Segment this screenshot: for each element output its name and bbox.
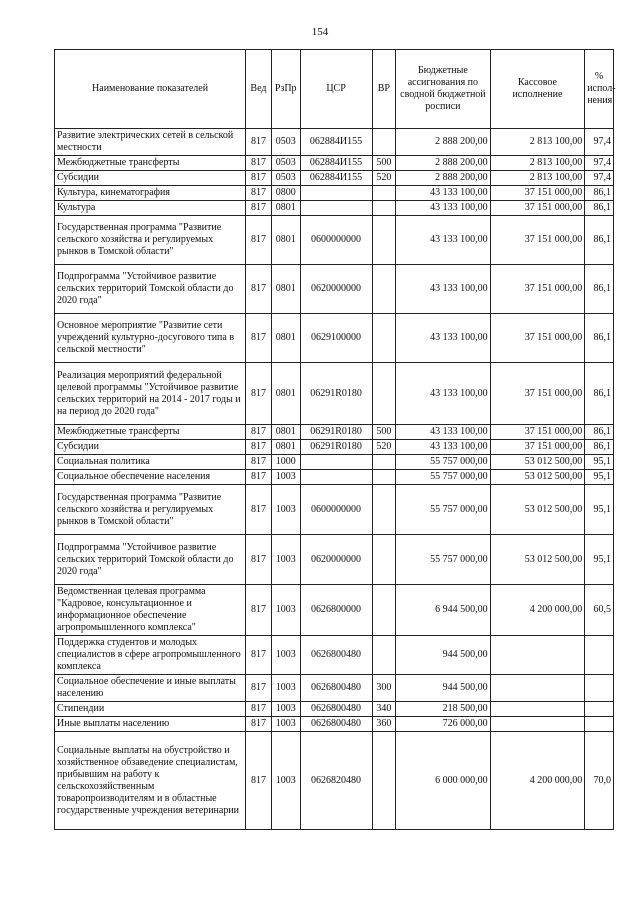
row-ved: 817 <box>246 675 272 702</box>
row-rzpr: 1003 <box>271 636 300 675</box>
row-vr <box>372 265 396 314</box>
header-csr: ЦСР <box>300 50 372 129</box>
row-rzpr: 0801 <box>271 216 300 265</box>
row-percent <box>585 675 614 702</box>
table-row <box>55 732 614 830</box>
row-budget: 944 500,00 <box>396 636 491 675</box>
table-row <box>55 171 614 186</box>
row-percent <box>585 717 614 732</box>
row-vr: 360 <box>372 717 396 732</box>
row-cash: 2 813 100,00 <box>490 171 585 186</box>
row-vr <box>372 201 396 216</box>
row-name: Иные выплаты населению <box>55 717 246 732</box>
row-cash <box>490 636 585 675</box>
row-rzpr: 0503 <box>271 129 300 156</box>
row-budget: 43 133 100,00 <box>396 314 491 363</box>
row-csr: 0626800480 <box>300 717 372 732</box>
row-percent: 86,1 <box>585 363 614 425</box>
row-csr: 0626800480 <box>300 702 372 717</box>
row-percent: 95,1 <box>585 470 614 485</box>
row-cash: 53 012 500,00 <box>490 535 585 585</box>
row-name: Ведомственная целевая программа "Кадровое, консультационное и информационное обеспечение агропромышленного комплекса" <box>55 585 246 636</box>
row-budget: 944 500,00 <box>396 675 491 702</box>
row-percent <box>585 702 614 717</box>
row-cash: 53 012 500,00 <box>490 455 585 470</box>
row-rzpr: 1003 <box>271 585 300 636</box>
row-cash: 2 813 100,00 <box>490 129 585 156</box>
row-csr: 0629100000 <box>300 314 372 363</box>
row-rzpr: 0801 <box>271 440 300 455</box>
row-percent: 95,1 <box>585 535 614 585</box>
row-name: Реализация мероприятий федеральной целевой программы "Устойчивое развитие сельских территорий на 2014 - 2017 годы и на период до 2020 года" <box>55 363 246 425</box>
table-row <box>55 485 614 535</box>
row-cash: 4 200 000,00 <box>490 585 585 636</box>
header-name: Наименование показателей <box>55 50 246 129</box>
row-name: Субсидии <box>55 171 246 186</box>
row-percent: 97,4 <box>585 171 614 186</box>
row-budget: 43 133 100,00 <box>396 265 491 314</box>
row-name: Межбюджетные трансферты <box>55 425 246 440</box>
table-row <box>55 425 614 440</box>
row-name: Подпрограмма "Устойчивое развитие сельских территорий Томской области до 2020 года" <box>55 535 246 585</box>
row-vr: 500 <box>372 425 396 440</box>
header-cash: Кассовое исполнение <box>490 50 585 129</box>
row-cash: 37 151 000,00 <box>490 186 585 201</box>
row-cash: 37 151 000,00 <box>490 314 585 363</box>
row-csr: 0620000000 <box>300 265 372 314</box>
header-vr: ВР <box>372 50 396 129</box>
row-cash: 37 151 000,00 <box>490 425 585 440</box>
table-row <box>55 585 614 636</box>
row-name: Поддержка студентов и молодых специалистов в сфере агропромышленного комплекса <box>55 636 246 675</box>
row-percent: 86,1 <box>585 425 614 440</box>
row-vr <box>372 129 396 156</box>
row-cash: 4 200 000,00 <box>490 732 585 830</box>
row-cash: 37 151 000,00 <box>490 265 585 314</box>
table-row <box>55 186 614 201</box>
row-csr <box>300 186 372 201</box>
row-ved: 817 <box>246 425 272 440</box>
row-budget: 55 757 000,00 <box>396 470 491 485</box>
row-vr <box>372 535 396 585</box>
row-ved: 817 <box>246 171 272 186</box>
row-ved: 817 <box>246 129 272 156</box>
row-ved: 817 <box>246 156 272 171</box>
row-rzpr: 0503 <box>271 156 300 171</box>
row-rzpr: 1003 <box>271 535 300 585</box>
row-vr: 340 <box>372 702 396 717</box>
row-percent: 97,4 <box>585 156 614 171</box>
row-cash: 37 151 000,00 <box>490 201 585 216</box>
table-row <box>55 265 614 314</box>
row-percent: 86,1 <box>585 216 614 265</box>
row-percent <box>585 636 614 675</box>
row-name: Социальные выплаты на обустройство и хозяйственное обзаведение специалистам, прибывшим на работу к сельскохозяйственным товаропроизводителям и в областные государственные учреждения ветеринарии <box>55 732 246 830</box>
table-row <box>55 702 614 717</box>
row-rzpr: 1000 <box>271 455 300 470</box>
table-row <box>55 216 614 265</box>
row-name: Стипендии <box>55 702 246 717</box>
row-name: Культура, кинематография <box>55 186 246 201</box>
row-rzpr: 1003 <box>271 675 300 702</box>
row-percent: 95,1 <box>585 455 614 470</box>
row-ved: 817 <box>246 732 272 830</box>
row-rzpr: 0801 <box>271 425 300 440</box>
row-rzpr: 0801 <box>271 265 300 314</box>
row-percent: 60,5 <box>585 585 614 636</box>
table-row <box>55 455 614 470</box>
row-csr: 0600000000 <box>300 216 372 265</box>
table-row <box>55 636 614 675</box>
row-budget: 6 944 500,00 <box>396 585 491 636</box>
row-cash: 37 151 000,00 <box>490 440 585 455</box>
row-csr: 0620000000 <box>300 535 372 585</box>
row-budget: 43 133 100,00 <box>396 201 491 216</box>
budget-execution-table <box>54 49 614 830</box>
row-budget: 2 888 200,00 <box>396 171 491 186</box>
row-ved: 817 <box>246 717 272 732</box>
row-name: Государственная программа "Развитие сельского хозяйства и регулируемых рынков в Томской области" <box>55 485 246 535</box>
row-vr <box>372 455 396 470</box>
row-budget: 43 133 100,00 <box>396 440 491 455</box>
row-csr: 06291R0180 <box>300 425 372 440</box>
row-ved: 817 <box>246 201 272 216</box>
row-ved: 817 <box>246 440 272 455</box>
row-percent: 70,0 <box>585 732 614 830</box>
row-name: Социальное обеспечение населения <box>55 470 246 485</box>
row-csr: 062884И155 <box>300 171 372 186</box>
row-vr <box>372 470 396 485</box>
header-rzpr: РзПр <box>271 50 300 129</box>
row-ved: 817 <box>246 535 272 585</box>
row-rzpr: 1003 <box>271 732 300 830</box>
row-cash <box>490 702 585 717</box>
row-csr: 06291R0180 <box>300 363 372 425</box>
row-csr: 0626820480 <box>300 732 372 830</box>
row-budget: 55 757 000,00 <box>396 455 491 470</box>
header-percent: % испол-нения <box>585 50 614 129</box>
row-csr <box>300 470 372 485</box>
row-rzpr: 1003 <box>271 470 300 485</box>
row-ved: 817 <box>246 265 272 314</box>
row-cash: 53 012 500,00 <box>490 470 585 485</box>
row-ved: 817 <box>246 485 272 535</box>
row-cash: 53 012 500,00 <box>490 485 585 535</box>
row-vr: 500 <box>372 156 396 171</box>
row-cash: 37 151 000,00 <box>490 216 585 265</box>
row-budget: 43 133 100,00 <box>396 425 491 440</box>
row-rzpr: 0801 <box>271 363 300 425</box>
row-vr <box>372 485 396 535</box>
table-row <box>55 201 614 216</box>
row-ved: 817 <box>246 585 272 636</box>
row-name: Государственная программа "Развитие сельского хозяйства и регулируемых рынков в Томской области" <box>55 216 246 265</box>
row-name: Межбюджетные трансферты <box>55 156 246 171</box>
row-cash: 37 151 000,00 <box>490 363 585 425</box>
row-cash <box>490 675 585 702</box>
row-budget: 2 888 200,00 <box>396 156 491 171</box>
row-cash <box>490 717 585 732</box>
row-name: Развитие электрических сетей в сельской местности <box>55 129 246 156</box>
row-csr: 062884И155 <box>300 129 372 156</box>
row-csr: 0626800480 <box>300 636 372 675</box>
header-ved: Вед <box>246 50 272 129</box>
table-row <box>55 156 614 171</box>
row-vr <box>372 732 396 830</box>
row-budget: 43 133 100,00 <box>396 186 491 201</box>
row-csr <box>300 455 372 470</box>
row-csr: 06291R0180 <box>300 440 372 455</box>
row-budget: 55 757 000,00 <box>396 485 491 535</box>
page-number: 154 <box>311 26 329 38</box>
row-budget: 6 000 000,00 <box>396 732 491 830</box>
row-ved: 817 <box>246 702 272 717</box>
row-ved: 817 <box>246 470 272 485</box>
row-ved: 817 <box>246 314 272 363</box>
table-row <box>55 535 614 585</box>
row-budget: 43 133 100,00 <box>396 216 491 265</box>
row-ved: 817 <box>246 455 272 470</box>
table-row <box>55 440 614 455</box>
row-name: Социальное обеспечение и иные выплаты населению <box>55 675 246 702</box>
row-vr: 520 <box>372 171 396 186</box>
row-percent: 86,1 <box>585 440 614 455</box>
row-percent: 86,1 <box>585 314 614 363</box>
row-ved: 817 <box>246 636 272 675</box>
row-csr: 062884И155 <box>300 156 372 171</box>
row-rzpr: 0801 <box>271 201 300 216</box>
row-rzpr: 0801 <box>271 314 300 363</box>
table-row <box>55 717 614 732</box>
row-csr <box>300 201 372 216</box>
row-vr: 300 <box>372 675 396 702</box>
row-name: Культура <box>55 201 246 216</box>
row-ved: 817 <box>246 363 272 425</box>
row-percent: 86,1 <box>585 265 614 314</box>
row-budget: 726 000,00 <box>396 717 491 732</box>
header-budget: Бюджетные ассигнования по сводной бюджетной росписи <box>396 50 491 129</box>
row-vr <box>372 636 396 675</box>
row-name: Основное мероприятие "Развитие сети учреждений культурно-досугового типа в сельской местности" <box>55 314 246 363</box>
row-csr: 0626800000 <box>300 585 372 636</box>
row-vr <box>372 314 396 363</box>
row-ved: 817 <box>246 186 272 201</box>
row-ved: 817 <box>246 216 272 265</box>
row-name: Социальная политика <box>55 455 246 470</box>
row-name: Подпрограмма "Устойчивое развитие сельских территорий Томской области до 2020 года" <box>55 265 246 314</box>
row-name: Субсидии <box>55 440 246 455</box>
table-row <box>55 129 614 156</box>
row-percent: 95,1 <box>585 485 614 535</box>
row-budget: 43 133 100,00 <box>396 363 491 425</box>
row-rzpr: 0800 <box>271 186 300 201</box>
row-vr <box>372 585 396 636</box>
table-row <box>55 363 614 425</box>
row-vr: 520 <box>372 440 396 455</box>
table-row <box>55 675 614 702</box>
row-budget: 55 757 000,00 <box>396 535 491 585</box>
row-rzpr: 1003 <box>271 717 300 732</box>
row-percent: 86,1 <box>585 186 614 201</box>
row-csr: 0626800480 <box>300 675 372 702</box>
row-cash: 2 813 100,00 <box>490 156 585 171</box>
table-row <box>55 314 614 363</box>
table-row <box>55 470 614 485</box>
table-header-row <box>55 50 614 129</box>
row-vr <box>372 186 396 201</box>
row-budget: 218 500,00 <box>396 702 491 717</box>
row-percent: 97,4 <box>585 129 614 156</box>
row-rzpr: 0503 <box>271 171 300 186</box>
row-budget: 2 888 200,00 <box>396 129 491 156</box>
row-vr <box>372 363 396 425</box>
row-percent: 86,1 <box>585 201 614 216</box>
row-vr <box>372 216 396 265</box>
row-csr: 0600000000 <box>300 485 372 535</box>
row-rzpr: 1003 <box>271 702 300 717</box>
row-rzpr: 1003 <box>271 485 300 535</box>
